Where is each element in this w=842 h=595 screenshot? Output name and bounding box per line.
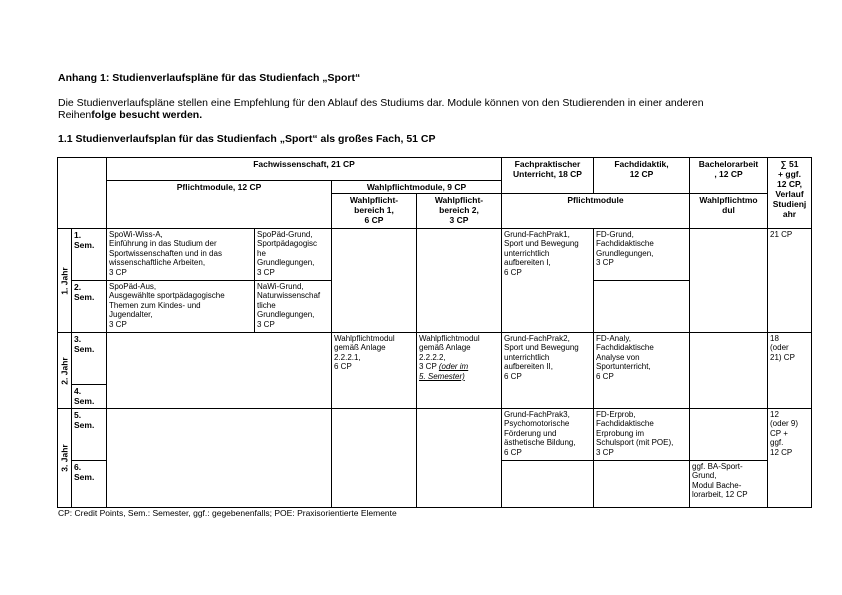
cell-line: 3 CP: [596, 447, 614, 457]
cell-line: Jugendalter,: [109, 310, 153, 320]
cell-line: 3 CP: [257, 267, 275, 277]
cell-line: Sem.: [74, 420, 95, 430]
cell-line: 3 CP: [449, 215, 469, 225]
module-spowi-wiss-a: [107, 229, 255, 281]
cell-line: (oder: [770, 343, 789, 353]
cell-line: Verlauf: [775, 189, 804, 199]
section-heading: 1.1 Studienverlaufsplan für das Studienfach „Sport“ als großes Fach, 51 CP: [58, 133, 436, 145]
cell-line: FD-Analy,: [596, 334, 631, 343]
cell-line: 12 CP: [770, 447, 793, 457]
header-fachpraktisch: [502, 158, 594, 194]
cell-line: Naturwissenschaf: [257, 291, 321, 301]
cell-line: Sem.: [74, 396, 95, 406]
empty-cell: [690, 229, 768, 333]
module-nawi-grund: [255, 281, 332, 333]
semester-4: [72, 385, 107, 409]
cell-line: 5.: [74, 410, 82, 420]
corner-cell: [58, 158, 107, 229]
cell-line: 21) CP: [770, 352, 795, 362]
cell-line: 6 CP: [596, 371, 614, 381]
cell-line: 6 CP: [504, 267, 522, 277]
header-pflichtmodule: Pflichtmodule: [502, 194, 690, 229]
cell-line: Modul Bache-: [692, 480, 742, 490]
cell-line: + ggf.: [778, 169, 801, 179]
cell-line: , 12 CP: [714, 169, 743, 179]
module-ba-sport-grund: [690, 461, 768, 508]
empty-cell: [107, 409, 332, 508]
cell-line: Psychomotorische: [504, 419, 570, 429]
cell-line: FD-Grund,: [596, 230, 634, 239]
cell-line: aufbereiten II,: [504, 362, 553, 372]
wp2-line: Wahlpflichtmodul: [419, 334, 480, 343]
cell-line: Grund-FachPrak1,: [504, 230, 570, 239]
cell-line: Fachdidaktische: [596, 343, 654, 353]
header-wahlpflichtmodul: [690, 194, 768, 229]
cell-line: 3 CP: [596, 258, 614, 268]
semester-2: [72, 281, 107, 333]
cell-line: Wahlpflicht-: [434, 195, 484, 205]
empty-cell: [417, 409, 502, 508]
year-label-2: [58, 333, 72, 409]
cell-line: SpoWi-Wiss-A,: [109, 230, 163, 239]
cell-line: Sem.: [74, 292, 95, 302]
cell-line: NaWi-Grund,: [257, 282, 304, 291]
cell-line: wissenschaftliche Arbeiten,: [109, 258, 206, 268]
wp2-cp: 3 CP: [419, 362, 437, 372]
cell-line: (oder 9): [770, 419, 799, 429]
cell-line: Grundlegungen,: [257, 310, 315, 320]
cell-line: 2.: [74, 282, 82, 292]
cell-line: CP +: [770, 428, 788, 438]
cell-line: 3 CP: [257, 319, 275, 329]
wp2-note: 5. Semester): [419, 371, 465, 381]
intro-normal: Reihen: [58, 109, 92, 121]
empty-cell: [594, 281, 690, 333]
cell-line: ggf. BA-Sport-: [692, 462, 743, 471]
cell-line: unterrichtlich: [504, 248, 550, 258]
cell-line: 2.2.2.1,: [334, 352, 361, 362]
cell-line: Schulsport (mit POE),: [596, 438, 674, 448]
cell-line: SpoPäd-Aus,: [109, 282, 157, 291]
cell-line: tliche: [257, 300, 276, 310]
header-bachelorarbeit: [690, 158, 768, 194]
cell-line: Fachdidaktische: [596, 239, 654, 249]
cell-line: lorarbeit, 12 CP: [692, 490, 748, 500]
wp2-line: [419, 362, 499, 371]
intro-bold: folge besucht werden.: [91, 109, 203, 121]
module-grund-fachprak1: [502, 229, 594, 333]
cell-line: 6.: [74, 462, 82, 472]
cell-line: 12: [770, 410, 779, 419]
intro-line-2: [58, 109, 202, 121]
cell-line: Sem.: [74, 240, 95, 250]
header-summe: [768, 158, 812, 229]
cell-line: Unterricht, 18 CP: [513, 169, 582, 179]
empty-cell: [502, 461, 594, 508]
cell-line: SpoPäd-Grund,: [257, 230, 313, 239]
sum-year-1: 21 CP: [768, 229, 812, 333]
cell-line: Sport und Bewegung: [504, 239, 579, 249]
header-wahlpflichtmodule-fw: Wahlpflichtmodule, 9 CP: [332, 181, 502, 194]
cell-line: FD-Erprob,: [596, 410, 636, 419]
cell-line: ahr: [782, 209, 797, 219]
empty-cell: [417, 229, 502, 333]
cell-line: 3 CP: [109, 267, 127, 277]
semester-6: [72, 461, 107, 508]
year-text: 1. Jahr: [58, 266, 69, 295]
empty-cell: [107, 333, 332, 409]
header-fachwissenschaft: Fachwissenschaft, 21 CP: [107, 158, 502, 181]
cell-line: Sportpädagogisc: [257, 239, 318, 249]
cell-line: Wahlpflicht-: [349, 195, 399, 205]
cell-line: Sportwissenschaften und in das: [109, 248, 222, 258]
semester-1: [72, 229, 107, 281]
empty-cell: [594, 461, 690, 508]
footnote: CP: Credit Points, Sem.: Semester, ggf.: gegebenenfalls; POE: Praxisorientierte Elemente: [58, 508, 397, 518]
module-spopaed-grund: [255, 229, 332, 281]
cell-line: aufbereiten I,: [504, 258, 551, 268]
cell-line: 6 CP: [334, 362, 352, 372]
sum-year-3: [768, 409, 812, 508]
cell-line: Studienj: [772, 199, 807, 209]
semester-5: [72, 409, 107, 461]
semester-3: [72, 333, 107, 385]
cell-line: Fachdidaktik,: [614, 159, 669, 169]
wp2-note: (oder im: [438, 362, 469, 372]
cell-line: Ausgewählte sportpädagogische: [109, 291, 225, 301]
cell-line: 1.: [74, 230, 82, 240]
intro-line-1: Die Studienverlaufspläne stellen eine Empfehlung für den Ablauf des Studiums dar. Module können von den Studierenden in einer anderen: [58, 97, 704, 109]
module-grund-fachprak2: [502, 333, 594, 409]
cell-line: 3.: [74, 334, 82, 344]
module-grund-fachprak3: [502, 409, 594, 461]
cell-line: gemäß Anlage: [334, 343, 386, 353]
header-pflichtmodule-fw: Pflichtmodule, 12 CP: [107, 181, 332, 229]
cell-line: bereich 1,: [354, 205, 394, 215]
cell-line: Grundlegungen,: [257, 258, 315, 268]
year-label-1: [58, 229, 72, 333]
cell-line: Einführung in das Studium der: [109, 239, 217, 249]
cell-line: 6 CP: [364, 215, 384, 225]
study-plan-table: [57, 157, 812, 508]
cell-line: 6 CP: [504, 447, 522, 457]
cell-line: Sport und Bewegung: [504, 343, 579, 353]
empty-cell: [332, 229, 417, 333]
cell-line: Sportunterricht,: [596, 362, 651, 372]
wp2-line: 2.2.2.2,: [419, 352, 446, 362]
cell-line: he: [257, 248, 266, 258]
module-fd-erprob: [594, 409, 690, 461]
module-fd-grund: [594, 229, 690, 281]
cell-line: Grundlegungen,: [596, 248, 654, 258]
module-spopaed-aus: [107, 281, 255, 333]
cell-line: 18: [770, 334, 779, 343]
cell-line: Grund-FachPrak2,: [504, 334, 570, 343]
cell-line: Förderung und: [504, 428, 557, 438]
cell-line: dul: [722, 205, 735, 215]
cell-line: Erprobung im: [596, 428, 645, 438]
cell-line: 12 CP: [629, 169, 654, 179]
header-wp-bereich-1: [332, 194, 417, 229]
year-text: 2. Jahr: [58, 356, 69, 385]
module-wahlpflicht-1: [332, 333, 417, 409]
empty-cell: [690, 333, 768, 409]
cell-line: Wahlpflichtmodul: [334, 334, 395, 343]
cell-line: 3 CP: [109, 319, 127, 329]
module-wahlpflicht-2: [417, 333, 502, 409]
cell-line: ggf.: [770, 438, 784, 448]
cell-line: 6 CP: [504, 371, 522, 381]
module-fd-analy: [594, 333, 690, 409]
cell-line: Sem.: [74, 344, 95, 354]
cell-line: Fachpraktischer: [514, 159, 581, 169]
cell-line: Themen zum Kindes- und: [109, 300, 201, 310]
empty-cell: [690, 409, 768, 461]
cell-line: Fachdidaktische: [596, 419, 654, 429]
empty-cell: [332, 409, 417, 508]
cell-line: Grund,: [692, 471, 717, 481]
year-label-3: [58, 409, 72, 508]
cell-line: Wahlpflichtmo: [699, 195, 758, 205]
cell-line: ästhetische Bildung,: [504, 438, 576, 448]
sum-year-2: [768, 333, 812, 409]
cell-line: unterrichtlich: [504, 352, 550, 362]
cell-line: Sem.: [74, 472, 95, 482]
cell-line: 4.: [74, 386, 82, 396]
header-wp-bereich-2: [417, 194, 502, 229]
page-heading: Anhang 1: Studienverlaufspläne für das Studienfach „Sport“: [58, 72, 361, 84]
wp2-line: gemäß Anlage: [419, 343, 471, 353]
cell-line: Grund-FachPrak3,: [504, 410, 570, 419]
cell-line: Bachelorarbeit: [698, 159, 759, 169]
year-text: 3. Jahr: [58, 444, 69, 472]
header-fachdidaktik: [594, 158, 690, 194]
cell-line: Analyse von: [596, 352, 640, 362]
cell-line: bereich 2,: [439, 205, 479, 215]
cell-line: ∑ 51: [780, 159, 799, 169]
cell-line: 12 CP,: [777, 179, 802, 189]
